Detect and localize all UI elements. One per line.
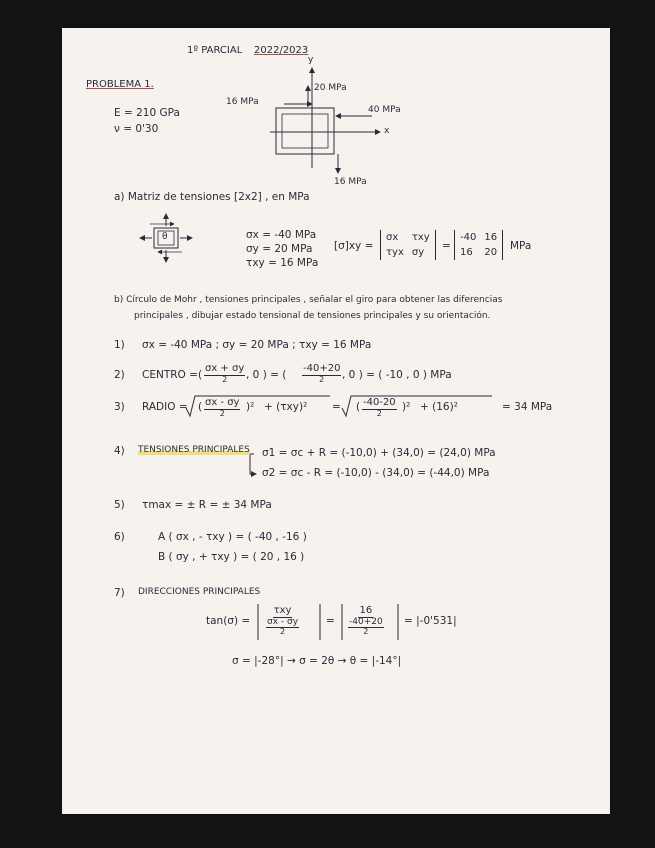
step-5-num: 5) xyxy=(114,499,125,511)
step-4-label: TENSIONES PRINCIPALES xyxy=(138,445,250,455)
matrix-num-b: 16 xyxy=(484,232,498,243)
step-3-frac-1: σx - σy 2 xyxy=(205,397,240,418)
matrix-num-d: 20 xyxy=(484,247,498,258)
step-7-frac-1: τxy σx - σy 2 xyxy=(267,605,299,636)
step-3-close-2: )² xyxy=(402,401,411,413)
step-3-num: 3) xyxy=(114,401,125,413)
matrix-label: [σ]xy = xyxy=(334,240,374,252)
step-3-open: ( xyxy=(198,401,203,413)
part-b-line-2: principales , dibujar estado tensional de tensiones principales y su orientación. xyxy=(134,311,491,321)
step-2-label: CENTRO = xyxy=(142,369,198,381)
young-modulus: E = 210 GPa xyxy=(114,107,180,119)
step-7-frac-2: 16 -40+20 2 xyxy=(349,605,383,636)
step-1-text: σx = -40 MPa ; σy = 20 MPa ; τxy = 16 MPa xyxy=(142,339,372,351)
step-2-tail: , 0 ) = ( -10 , 0 ) MPa xyxy=(342,369,452,381)
step-7-final: σ = |-28°| → σ = 2θ → θ = |-14°| xyxy=(232,655,402,667)
part-a-title: a) Matriz de tensiones [2x2] , en MPa xyxy=(114,191,310,203)
step-7-result: = |-0'531| xyxy=(404,615,457,627)
sigma-x-value: σx = -40 MPa xyxy=(246,229,317,241)
step-3-p2: + (16)² xyxy=(420,401,458,413)
step-5-text: τmax = ± R = ± 34 MPa xyxy=(142,499,272,511)
matrix-sym-b: τxy xyxy=(411,232,430,243)
step-2-mid: , 0 ) = ( xyxy=(246,369,287,381)
header-year: 2022/2023 xyxy=(254,45,309,56)
step-3-open-2: ( xyxy=(356,401,361,413)
step-2-frac-1: σx + σy 2 xyxy=(205,363,245,384)
stress-matrix-numeric xyxy=(454,230,503,260)
axis-y-label: y xyxy=(308,55,314,65)
header-title: 1º PARCIAL xyxy=(187,45,243,56)
theta-label: θ xyxy=(162,232,168,242)
problem-title: PROBLEMA 1. xyxy=(86,79,154,90)
axis-x-label: x xyxy=(384,126,390,136)
step-1-num: 1) xyxy=(114,339,125,351)
step-2-num: 2) xyxy=(114,369,125,381)
point-b-line: B ( σy , + τxy ) = ( 20 , 16 ) xyxy=(158,551,305,563)
matrix-num-a: -40 xyxy=(460,232,477,243)
step-7-eq: = xyxy=(326,615,335,627)
tau-xy-value: τxy = 16 MPa xyxy=(246,257,319,269)
part-b-line-1: b) Círculo de Mohr , tensiones principales , señalar el giro para obtener las diferencias xyxy=(114,295,503,305)
sigma-1-line: σ1 = σc + R = (-10,0) + (34,0) = (24,0) MPa xyxy=(262,447,496,459)
matrix-num-c: 16 xyxy=(460,247,473,258)
sigma-y-value: σy = 20 MPa xyxy=(246,243,313,255)
step-3-eq: = xyxy=(332,401,341,413)
left-force-label: 16 MPa xyxy=(226,97,259,107)
matrix-sym-a: σx xyxy=(386,232,399,243)
exam-sheet xyxy=(62,28,610,814)
matrix-equals: = xyxy=(442,240,451,252)
matrix-unit: MPa xyxy=(510,240,532,252)
matrix-sym-d: σy xyxy=(411,247,425,258)
point-a-line: A ( σx , - τxy ) = ( -40 , -16 ) xyxy=(158,531,307,543)
step-3-p1: + (τxy)² xyxy=(264,401,308,413)
poisson-ratio: ν = 0'30 xyxy=(114,123,159,135)
step-3-close-1: )² xyxy=(246,401,255,413)
stress-element-diagram xyxy=(62,28,610,814)
matrix-sym-c: τyx xyxy=(386,247,404,258)
tan-label: tan(σ) = xyxy=(206,615,251,627)
top-force-label: 20 MPa xyxy=(314,83,347,93)
step-4-num: 4) xyxy=(114,445,125,457)
step-3-result: = 34 MPa xyxy=(502,401,553,413)
step-3-label: RADIO = xyxy=(142,401,188,413)
stress-matrix-symbolic xyxy=(380,230,436,260)
step-7-num: 7) xyxy=(114,587,125,599)
bottom-force-label: 16 MPa xyxy=(334,177,367,187)
step-2-open: ( xyxy=(198,369,203,381)
step-2-frac-2: -40+20 2 xyxy=(303,363,341,384)
right-force-label: 40 MPa xyxy=(368,105,401,115)
step-6-num: 6) xyxy=(114,531,125,543)
step-3-frac-2: -40-20 2 xyxy=(363,397,396,418)
step-7-label: DIRECCIONES PRINCIPALES xyxy=(138,587,261,597)
sigma-2-line: σ2 = σc - R = (-10,0) - (34,0) = (-44,0) MPa xyxy=(262,467,490,479)
